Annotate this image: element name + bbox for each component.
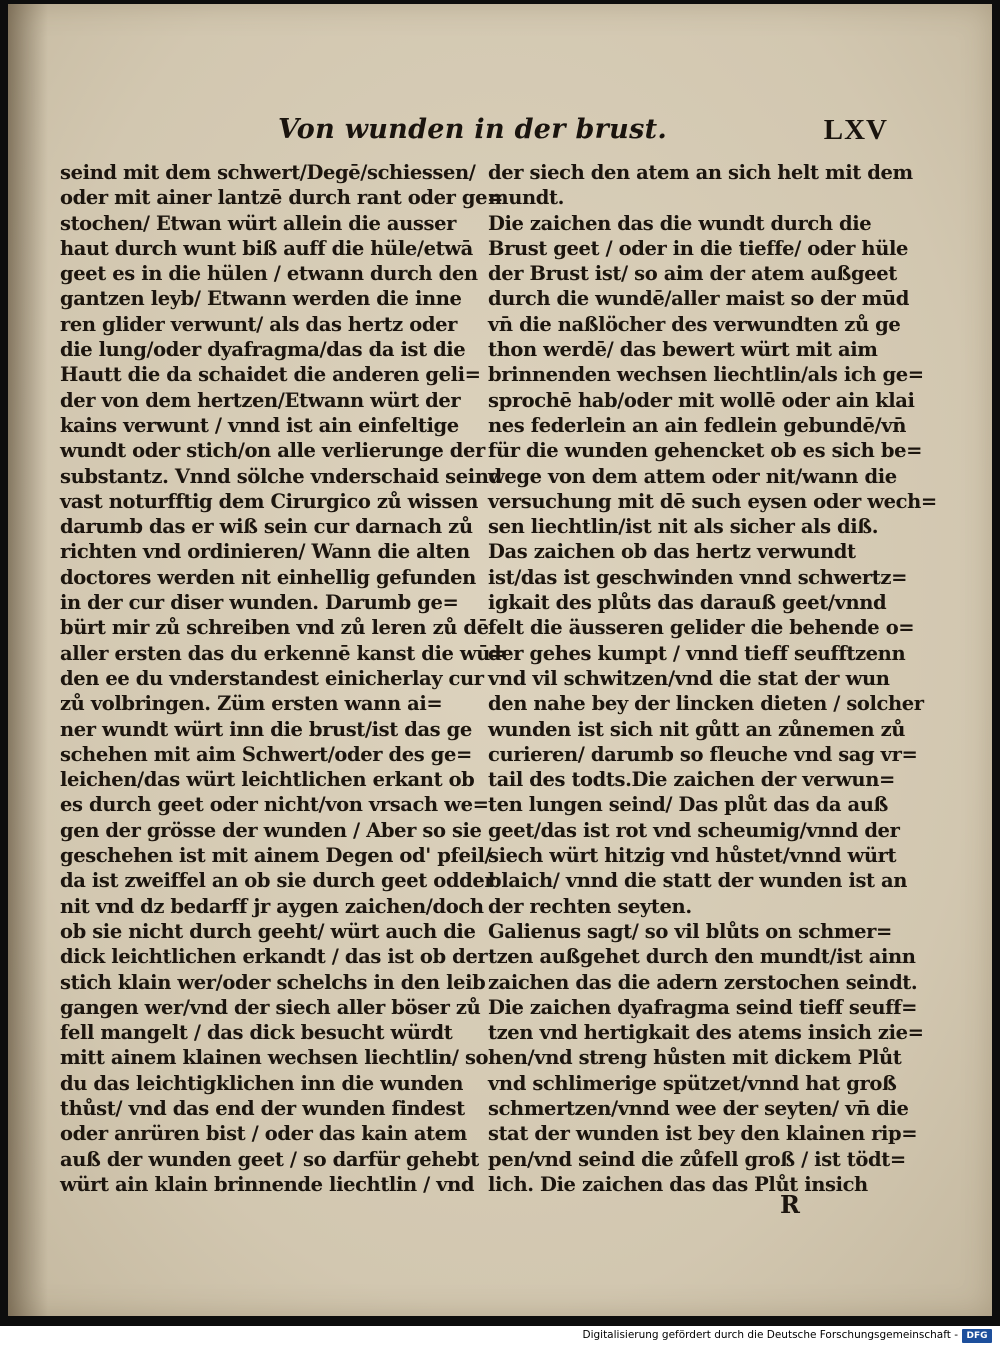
text-line: du das leichtigklichen inn die wunden	[60, 1071, 464, 1095]
text-line: für die wunden gehencket ob es sich be=	[488, 439, 923, 463]
dfg-logo: DFG	[962, 1329, 992, 1343]
signature-mark: R	[780, 1190, 800, 1219]
text-line: Galienus sagt/ so vil blůts on schmer=	[488, 919, 892, 943]
text-line: nit vnd dz bedarff jr aygen zaichen/doch	[60, 894, 484, 918]
folio-number: LXV	[823, 114, 888, 146]
text-line: curieren/ darumb so fleuche vnd sag vr=	[488, 742, 918, 766]
text-line: igkait des plůts das darauß geet/vnnd	[488, 591, 887, 615]
text-line: versuchung mit dē such eysen oder wech=	[488, 489, 937, 513]
book-page	[8, 4, 992, 1316]
text-line: darumb das er wiß sein cur darnach zů	[60, 515, 473, 539]
text-line: zaichen das die adern zerstochen seindt.	[488, 970, 918, 994]
text-line: substantz. Vnnd sölche vnderschaid seind	[60, 464, 502, 488]
text-line: blaich/ vnnd die statt der wunden ist an	[488, 869, 908, 893]
text-line: der siech den atem an sich helt mit dem	[488, 161, 913, 184]
text-line: wunden ist sich nit gůtt an zůnemen zů	[488, 717, 906, 741]
text-line: haut durch wunt biß auff die hüle/etwā	[60, 236, 473, 260]
text-line: ner wundt würt inn die brust/ist das ge	[60, 717, 472, 741]
text-line: stich klain wer/oder schelchs in den leib	[60, 970, 486, 994]
text-line: gangen wer/vnd der siech aller böser zů	[60, 995, 481, 1019]
text-line: der Brust ist/ so aim der atem außgeet	[488, 262, 897, 286]
text-line: wege von dem attem oder nit/wann die	[488, 464, 897, 488]
text-line: aller ersten das du erkennē kanst die wū=	[60, 641, 506, 665]
text-line: da ist zweiffel an ob sie durch geet odder	[60, 869, 495, 893]
text-line: thon werdē/ das bewert würt mit aim	[488, 338, 878, 362]
text-line: oder mit ainer lantzē durch rant oder ge=	[60, 186, 504, 210]
text-line: ten lungen seind/ Das plůt das da auß	[488, 793, 888, 817]
text-line: sprochē hab/oder mit wollē oder ain klai	[488, 388, 915, 412]
text-line: hen/vnd streng hůsten mit dickem Plůt	[488, 1046, 902, 1070]
text-line: leichen/das würt leichtlichen erkant ob	[60, 768, 475, 792]
text-line: gantzen leyb/ Etwann werden die inne	[60, 287, 462, 311]
text-line: in der cur diser wunden. Darumb ge=	[60, 591, 459, 615]
text-line: Die zaichen dyafragma seind tieff seuff=	[488, 995, 918, 1019]
text-line: den nahe bey der lincken dieten / solcher	[488, 692, 924, 716]
text-line: wundt oder stich/on alle verlierunge der	[60, 439, 485, 463]
text-line: durch die wundē/aller maist so der mūd	[488, 287, 909, 311]
text-line: geet es in die hülen / etwann durch den	[60, 262, 478, 286]
text-line: auß der wunden geet / so darfür gehebt	[60, 1147, 479, 1171]
text-line: felt die äusseren gelider die behende o=	[488, 616, 915, 640]
text-line: vnd vil schwitzen/vnd die stat der wun	[488, 666, 890, 690]
text-line: vn̄ die naßlöcher des verwundten zů ge	[488, 312, 901, 336]
text-line: sen liechtlin/ist nit als sicher als diß.	[488, 515, 879, 539]
text-line: ren glider verwunt/ als das hertz oder	[60, 312, 457, 336]
text-line: mundt.	[488, 186, 565, 210]
text-line: kains verwunt / vnnd ist ain einfeltige	[60, 413, 459, 437]
text-line: doctores werden nit einhellig gefunden	[60, 565, 476, 589]
text-line: fell mangelt / das dick besucht würdt	[60, 1021, 453, 1045]
text-line: geschehen ist mit ainem Degen od' pfeil/	[60, 844, 492, 868]
text-line: vnd schlimerige spützet/vnnd hat groß	[488, 1071, 897, 1095]
text-line: bürt mir zů schreiben vnd zů leren zů dē	[60, 616, 489, 640]
text-line: ist/das ist geschwinden vnnd schwertz=	[488, 565, 908, 589]
text-line: stat der wunden ist bey den klainen rip=	[488, 1122, 918, 1146]
text-line: nes federlein an ain fedlein gebundē/vn̄	[488, 413, 906, 437]
page-header	[278, 114, 888, 154]
text-line: siech würt hitzig vnd hůstet/vnnd würt	[488, 844, 897, 868]
text-line: Das zaichen ob das hertz verwundt	[488, 540, 856, 564]
text-line: der von dem hertzen/Etwann würt der	[60, 388, 461, 412]
text-line: tzen vnd hertigkait des atems insich zie=	[488, 1021, 924, 1045]
text-line: seind mit dem schwert/Degē/schiessen/	[60, 161, 476, 184]
text-line: würt ain klain brinnende liechtlin / vnd	[60, 1172, 475, 1196]
right-text-column	[488, 160, 937, 1197]
text-line: lich. Die zaichen das das Plůt insich	[488, 1172, 868, 1196]
text-line: der gehes kumpt / vnnd tieff seufftzenn	[488, 641, 906, 665]
text-line: richten vnd ordinieren/ Wann die alten	[60, 540, 470, 564]
text-line: mitt ainem klainen wechsen liechtlin/ so	[60, 1046, 489, 1070]
text-line: Hautt die da schaidet die anderen geli=	[60, 363, 481, 387]
text-line: ob sie nicht durch geeht/ würt auch die	[60, 919, 476, 943]
running-title: Von wunden in der brust.	[278, 114, 668, 145]
footer-bar	[0, 1326, 1000, 1347]
text-line: der rechten seyten.	[488, 894, 692, 918]
gutter-shadow	[8, 4, 48, 1316]
text-line: den ee du vnderstandest einicherlay cur	[60, 666, 484, 690]
text-line: thůst/ vnd das end der wunden findest	[60, 1096, 465, 1120]
text-line: tail des todts.Die zaichen der verwun=	[488, 768, 895, 792]
text-line: vast noturfftig dem Cirurgico zů wissen	[60, 489, 478, 513]
text-line: Die zaichen das die wundt durch die	[488, 211, 872, 235]
left-text-column	[60, 160, 506, 1197]
text-line: schmertzen/vnnd wee der seyten/ vn̄ die	[488, 1096, 909, 1120]
text-line: pen/vnd seind die zůfell groß / ist tödt=	[488, 1147, 906, 1171]
text-line: oder anrüren bist / oder das kain atem	[60, 1122, 467, 1146]
text-line: zů volbringen. Züm ersten wann ai=	[60, 692, 443, 716]
funding-credit: Digitalisierung gefördert durch die Deutsche Forschungsgemeinschaft -	[582, 1329, 958, 1341]
text-line: brinnenden wechsen liechtlin/als ich ge=	[488, 363, 924, 387]
text-line: tzen außgehet durch den mundt/ist ainn	[488, 945, 916, 969]
text-line: stochen/ Etwan würt allein die ausser	[60, 211, 456, 235]
text-line: Brust geet / oder in die tieffe/ oder hüle	[488, 236, 908, 260]
text-line: dick leichtlichen erkandt / das ist ob der	[60, 945, 488, 969]
text-line: schehen mit aim Schwert/oder des ge=	[60, 742, 472, 766]
text-line: gen der grösse der wunden / Aber so sie	[60, 818, 482, 842]
text-line: geet/das ist rot vnd scheumig/vnnd der	[488, 818, 900, 842]
text-line: die lung/oder dyafragma/das da ist die	[60, 338, 466, 362]
text-line: es durch geet oder nicht/von vrsach we=	[60, 793, 489, 817]
